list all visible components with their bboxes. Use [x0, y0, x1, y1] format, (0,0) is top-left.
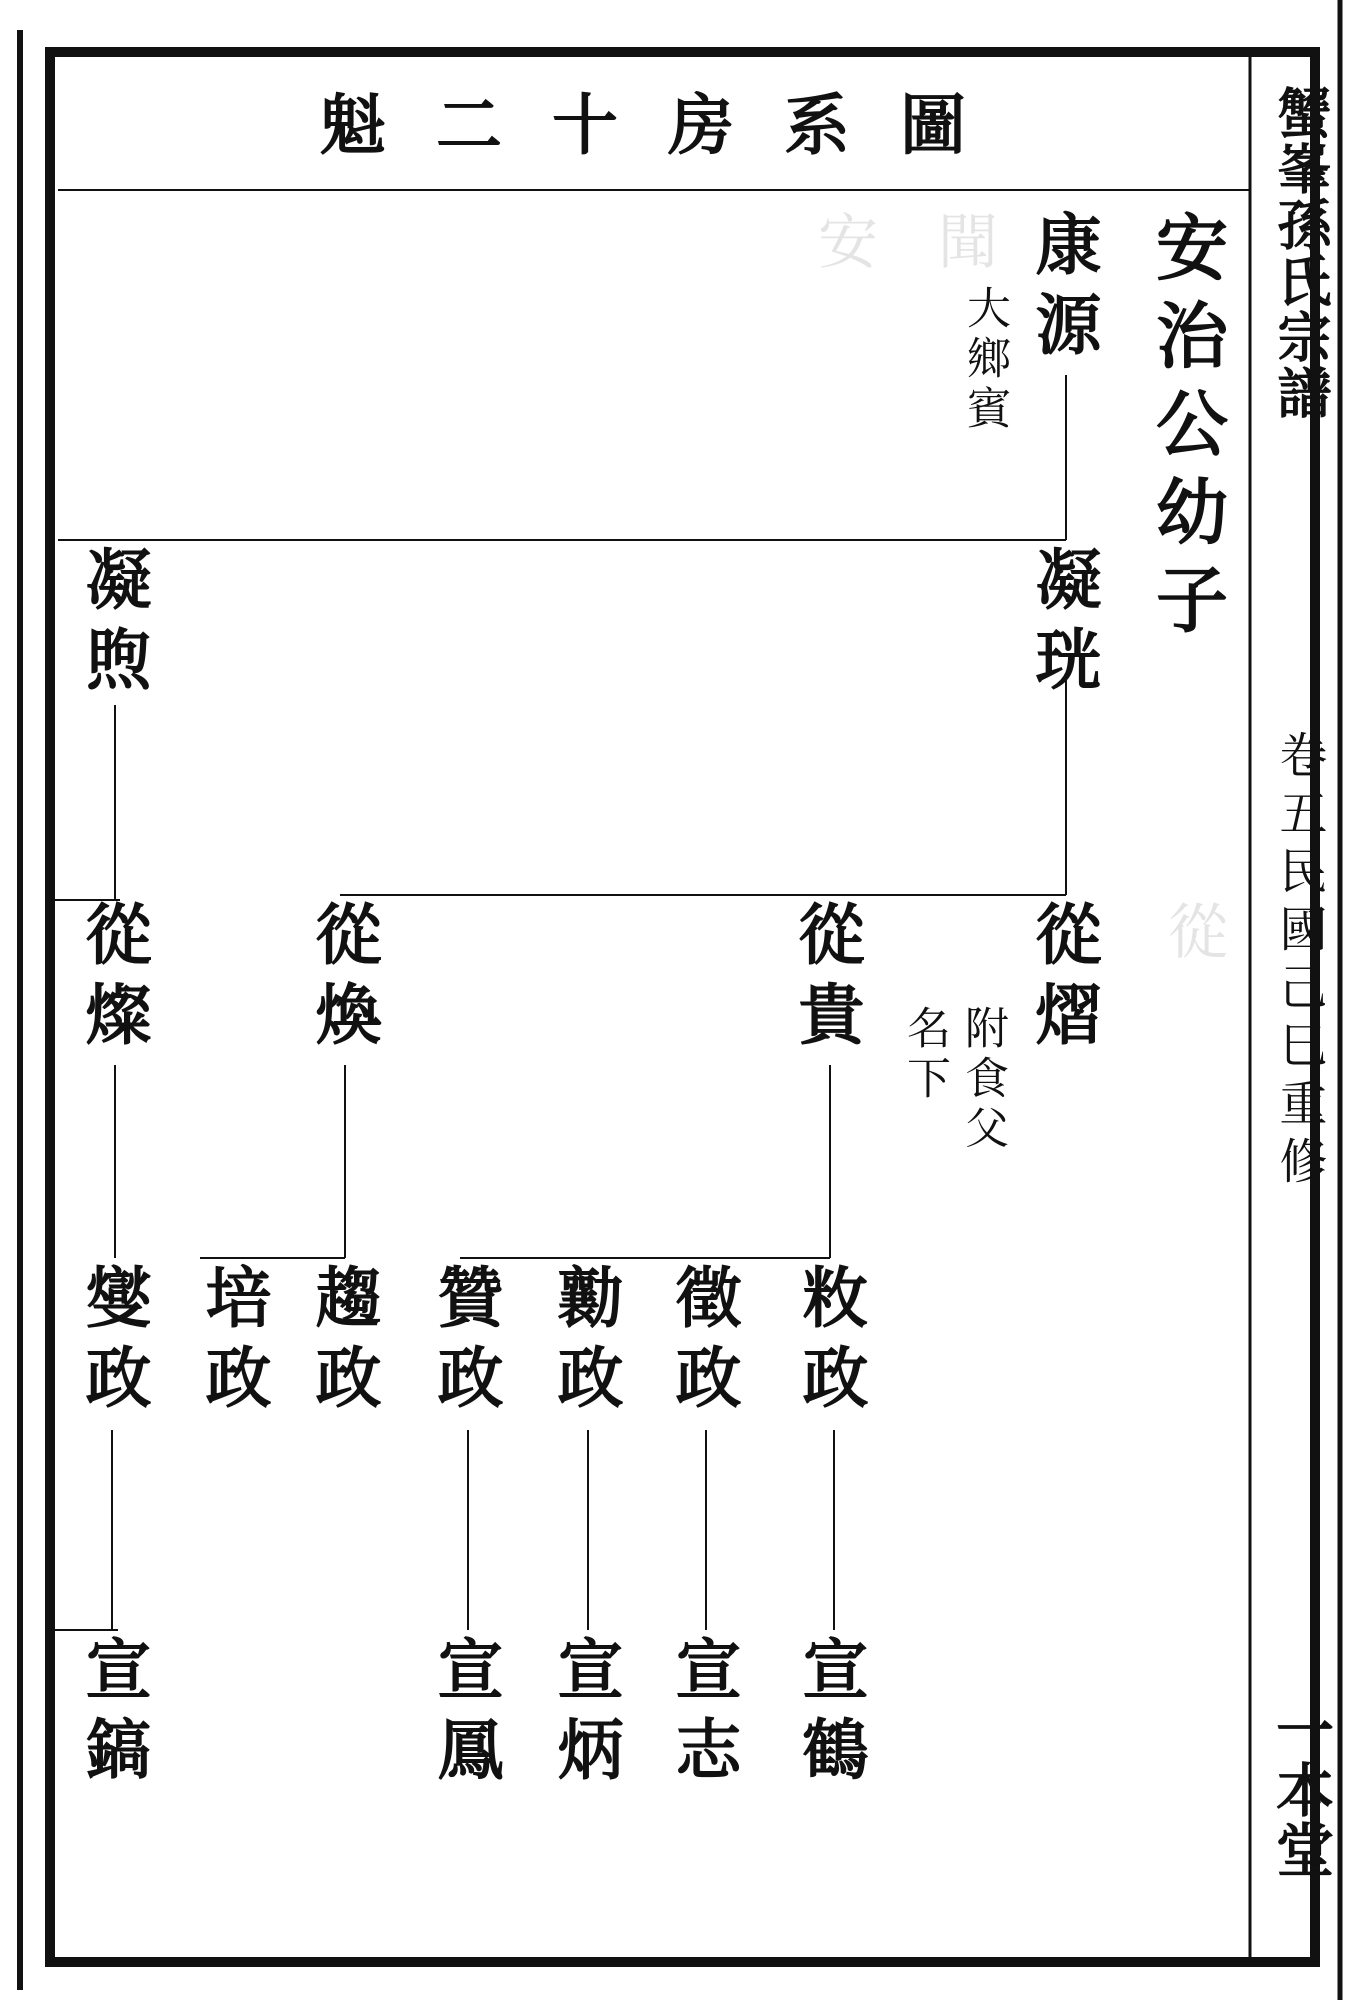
gen4-xiangzheng: 勷政	[546, 1263, 624, 1423]
lineage-heading: 安治公幼子	[1144, 210, 1229, 650]
gen5-xuanbing: 宣炳	[546, 1635, 624, 1795]
gen4-zanzheng: 贊政	[426, 1263, 504, 1423]
margin-hall-name: 一本堂	[1266, 1700, 1334, 1880]
show-through-ghost: 聞	[928, 210, 998, 290]
gen5-xuangao: 宣鎬	[74, 1635, 152, 1795]
gen3-conggui-note-1: 附食父	[957, 1005, 1008, 1155]
gen4-quzheng: 趨政	[304, 1263, 382, 1423]
gen4-xiezheng: 燮政	[74, 1263, 152, 1423]
gen4-peizheng: 培政	[194, 1263, 272, 1423]
margin-edition	[1265, 730, 1334, 1194]
gen3-conggui: 從貴	[787, 900, 865, 1060]
gen3-congcan: 從燦	[74, 900, 152, 1060]
book-title: 蟹峯孫氏宗譜	[1269, 85, 1333, 421]
gen3-conghuan: 從煥	[304, 900, 382, 1060]
gen5-xuanhe: 宣鶴	[791, 1635, 869, 1795]
gen1-honorific-note: 大鄉賓	[959, 285, 1010, 435]
edition-label: 民國己巳重修	[1271, 846, 1327, 1194]
gen5-xuanfeng: 宣鳳	[426, 1635, 504, 1795]
gen2-ningxu: 凝煦	[74, 545, 152, 705]
gen4-mizheng: 敉政	[791, 1263, 869, 1423]
show-through-ghost: 從	[1158, 900, 1228, 980]
gen5-xuanzhi: 宣志	[664, 1635, 742, 1795]
gen3-congyi: 從熠	[1024, 900, 1102, 1060]
page-title: 魁二十房系圖	[320, 86, 1016, 164]
show-through-ghost: 安	[808, 210, 878, 290]
volume-label: 卷五	[1271, 730, 1327, 846]
gen3-conggui-note-2: 名下	[899, 1005, 950, 1105]
margin-book-title	[1263, 85, 1340, 421]
gen2-ningguang: 凝珖	[1024, 545, 1102, 705]
gen4-weizheng: 徵政	[664, 1263, 742, 1423]
gen1-kangyuan: 康源	[1024, 210, 1102, 370]
